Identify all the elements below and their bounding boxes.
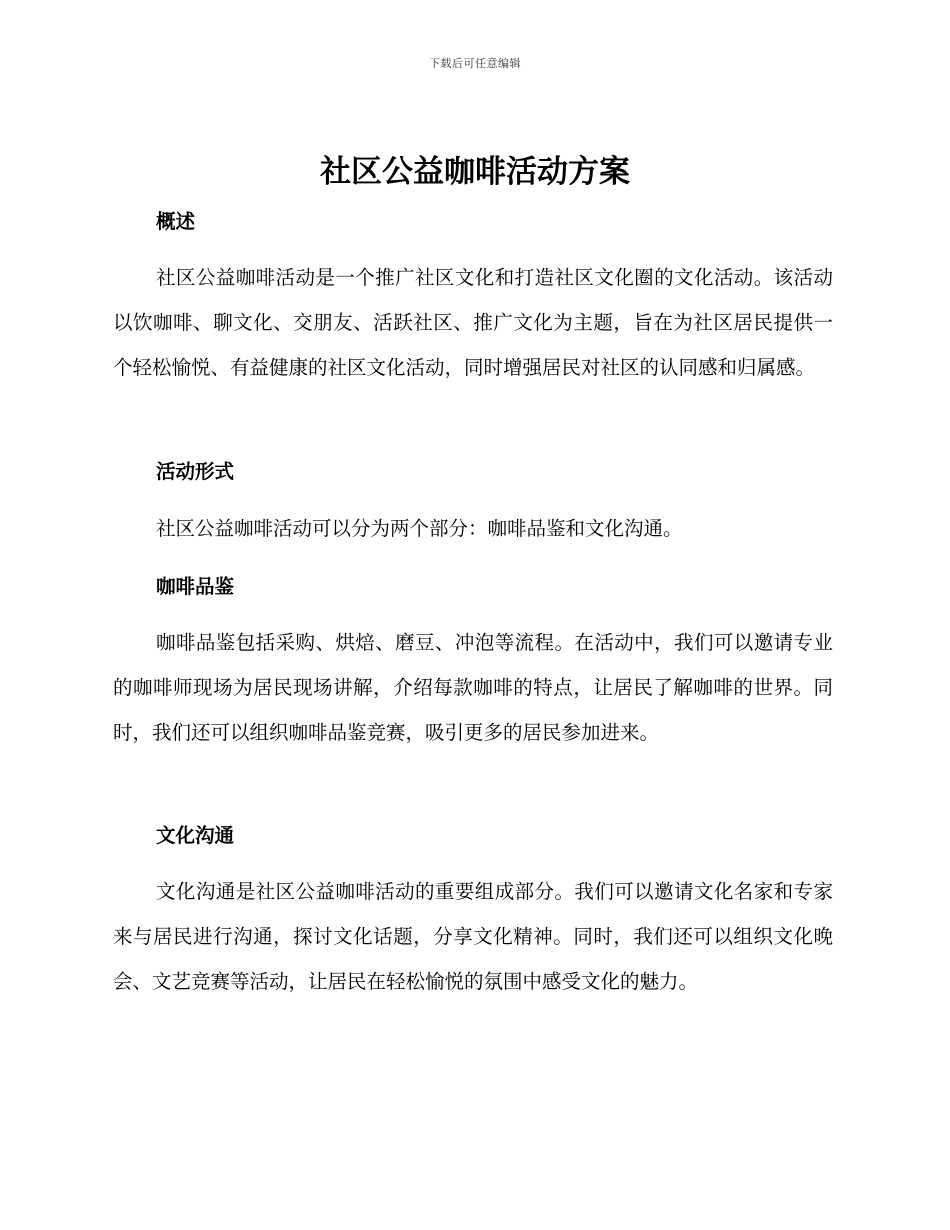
section-paragraph-coffee-tasting: 咖啡品鉴包括采购、烘焙、磨豆、冲泡等流程。在活动中，我们可以邀请专业的咖啡师现场为居民现场讲解，介绍每款咖啡的特点，让居民了解咖啡的世界。同时，我们还可以组织咖啡品鉴竞赛，吸引更多的居民参加进来。 [113,631,833,744]
section-heading-format: 活动形式 [156,460,235,483]
section-paragraph-format: 社区公益咖啡活动可以分为两个部分：咖啡品鉴和文化沟通。 [156,517,683,540]
section-paragraph-culture-exchange: 文化沟通是社区公益咖啡活动的重要组成部分。我们可以邀请文化名家和专家来与居民进行沟通，探讨文化话题，分享文化精神。同时，我们还可以组织文化晚会、文艺竞赛等活动，让居民在轻松愉悦的氛围中感受文化的魅力。 [113,880,833,993]
section-heading-coffee-tasting: 咖啡品鉴 [156,575,235,598]
document-title: 社区公益咖啡活动方案 [320,154,630,190]
header-note: 下载后可任意编辑 [429,57,521,70]
section-heading-culture-exchange: 文化沟通 [156,824,235,847]
section-paragraph-overview: 社区公益咖啡活动是一个推广社区文化和打造社区文化圈的文化活动。该活动以饮咖啡、聊文化、交朋友、活跃社区、推广文化为主题，旨在为社区居民提供一个轻松愉悦、有益健康的社区文化活动，同时增强居民对社区的认同感和归属感。 [113,266,833,379]
section-heading-overview: 概述 [156,210,196,233]
